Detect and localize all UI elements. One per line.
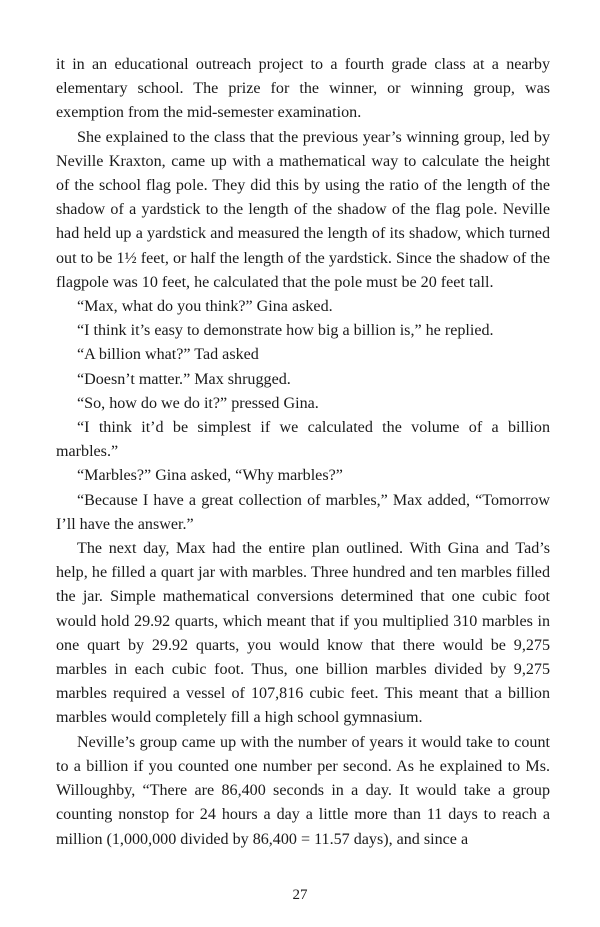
body-text	[56, 53, 550, 852]
paragraph: “I think it’d be simplest if we calculated the volume of a billion marbles.”	[56, 419, 550, 461]
paragraph: The next day, Max had the entire plan outlined. With Gina and Tad’s help, he filled a quart jar with marbles. Three hundred and ten marbles filled the jar. Simple mathematical conversions determined that one cubic foot would hold 29.92 quarts, which meant that if you multiplied 310 marbles in one quart by 29.92 quarts, you would know that there would be 9,275 marbles in each cubic foot. Thus, one billion marbles divided by 9,275 marbles required a vessel of 107,816 cubic feet. This meant that a billion marbles would completely fill a high school gymnasium.	[56, 540, 550, 727]
paragraph: She explained to the class that the previous year’s winning group, led by Neville Kraxton, came up with a mathematical way to calculate the height of the school flag pole. They did this by using the ratio of the length of the shadow of a yardstick to the length of the shadow of the flag pole. Neville had held up a yardstick and measured the length of its shadow, which turned out to be 1½ feet, or half the length of the yardstick. Since the shadow of the flagpole was 10 feet, he calculated that the pole must be 20 feet tall.	[56, 128, 550, 291]
paragraph: “Max, what do you think?” Gina asked.	[77, 298, 333, 316]
paragraph: Neville’s group came up with the number of years it would take to count to a billion if you counted one number per second. As he explained to Ms. Willoughby, “There are 86,400 seconds in a day. It would take a group counting nonstop for 24 hours a day a little more than 11 days to reach a million (1,000,000 divided by 86,400 = 11.57 days), and since a	[56, 733, 550, 848]
paragraph: “Doesn’t matter.” Max shrugged.	[77, 370, 291, 388]
paragraph: it in an educational outreach project to a fourth grade class at a nearby elementary school. The prize for the winner, or winning group, was exemption from the mid-semester examination.	[56, 56, 550, 122]
paragraph: “So, how do we do it?” pressed Gina.	[77, 394, 319, 412]
paragraph: “A billion what?” Tad asked	[77, 346, 259, 364]
paragraph: “Marbles?” Gina asked, “Why marbles?”	[77, 467, 343, 485]
paragraph: “Because I have a great collection of marbles,” Max added, “Tomorrow I’ll have the answer.”	[56, 491, 550, 533]
paragraph: “I think it’s easy to demonstrate how big a billion is,” he replied.	[77, 322, 494, 340]
page-number: 27	[292, 887, 308, 903]
